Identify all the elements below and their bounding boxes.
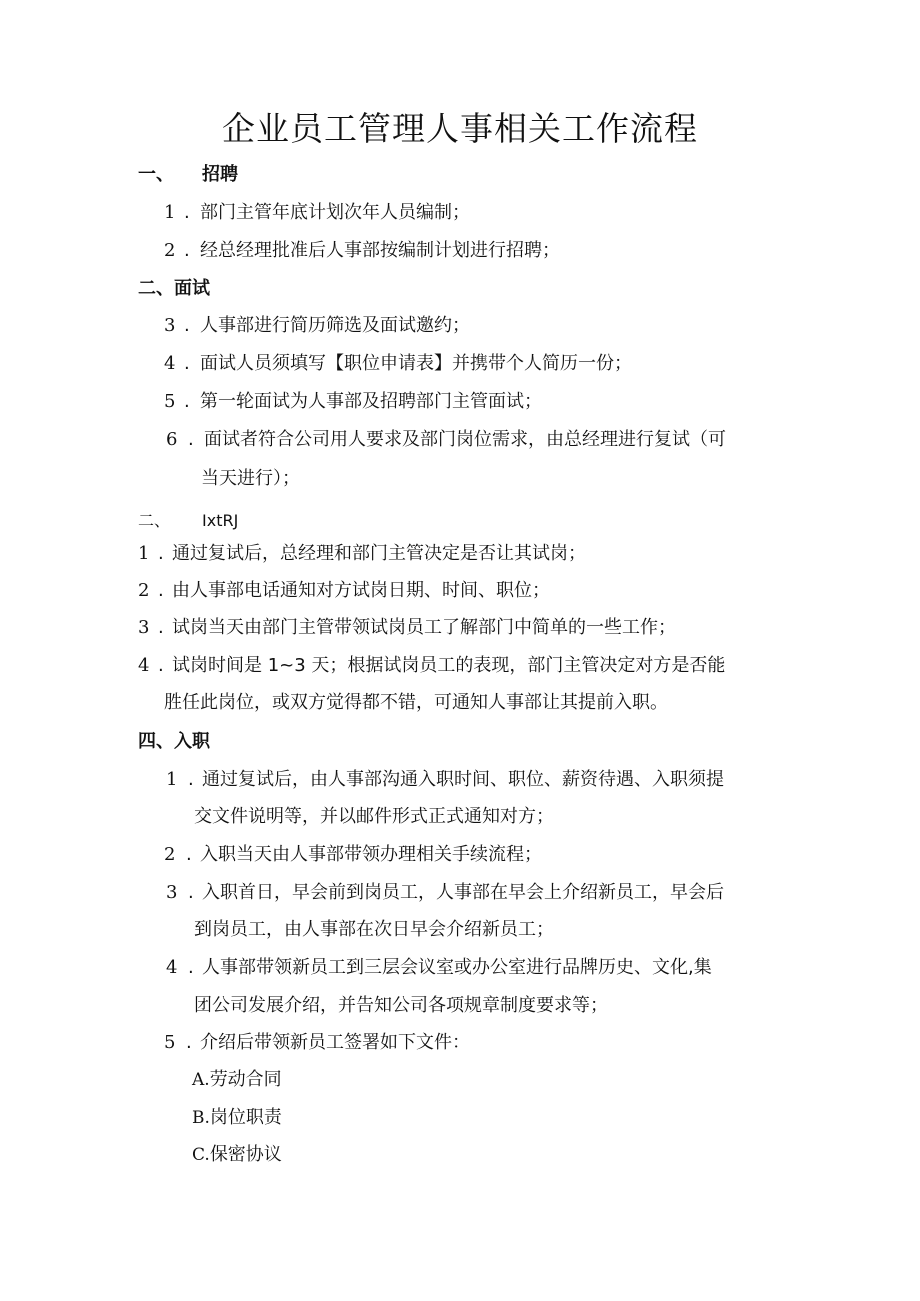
list-item-continuation: 当天进行）；	[201, 468, 300, 489]
document-list-item: B.岗位职责	[192, 1107, 282, 1128]
document-title: 企业员工管理人事相关工作流程	[222, 109, 698, 148]
section-label: IxtRJ	[202, 511, 239, 530]
list-item: 5 . 介绍后带领新员工签署如下文件：	[164, 1032, 470, 1053]
list-item: 2 . 入职当天由人事部带领办理相关手续流程；	[164, 844, 542, 865]
list-item: 3 . 入职首日，早会前到岗员工，人事部在早会上介绍新员工，早会后	[166, 882, 724, 903]
list-item: 2 . 经总经理批准后人事部按编制计划进行招聘；	[164, 240, 560, 261]
list-item: 4 . 试岗时间是 1~3 天；根据试岗员工的表现，部门主管决定对方是否能	[138, 655, 726, 676]
document-list-item: C.保密协议	[192, 1144, 282, 1165]
list-item-continuation: 团公司发展介绍，并告知公司各项规章制度要求等；	[194, 995, 608, 1016]
list-item: 6 . 面试者符合公司用人要求及部门岗位需求，由总经理进行复试（可	[166, 429, 726, 450]
section-heading-interview: 二、面试	[138, 278, 210, 299]
list-item: 5 . 第一轮面试为人事部及招聘部门主管面试；	[164, 391, 542, 412]
list-item: 3 . 试岗当天由部门主管带领试岗员工了解部门中简单的一些工作；	[138, 617, 676, 638]
list-item-continuation: 到岗员工，由人事部在次日早会介绍新员工；	[194, 919, 554, 940]
section-number: 二、	[138, 511, 171, 530]
section-number: 一、	[138, 164, 174, 185]
document-list-item: A.劳动合同	[192, 1069, 282, 1090]
list-item-continuation: 交文件说明等，并以邮件形式正式通知对方；	[194, 806, 554, 827]
list-item: 4 . 面试人员须填写【职位申请表】并携带个人简历一份；	[164, 353, 632, 374]
section-label: 招聘	[202, 164, 238, 185]
section-heading-recruitment	[138, 162, 238, 188]
list-item: 1 . 部门主管年底计划次年人员编制；	[164, 202, 470, 223]
list-item: 1 . 通过复试后，由人事部沟通入职时间、职位、薪资待遇、入职须提	[166, 769, 724, 790]
list-item: 3 . 人事部进行简历筛选及面试邀约；	[164, 315, 470, 336]
list-item: 2 . 由人事部电话通知对方试岗日期、时间、职位；	[138, 580, 550, 601]
section-heading-onboarding: 四、入职	[138, 731, 210, 752]
list-item: 4 . 人事部带领新员工到三层会议室或办公室进行品牌历史、文化,集	[166, 957, 712, 978]
section-heading-trial	[138, 508, 238, 534]
list-item-continuation: 胜任此岗位，或双方觉得都不错，可通知人事部让其提前入职。	[164, 692, 668, 713]
list-item: 1 . 通过复试后，总经理和部门主管决定是否让其试岗；	[138, 543, 586, 564]
